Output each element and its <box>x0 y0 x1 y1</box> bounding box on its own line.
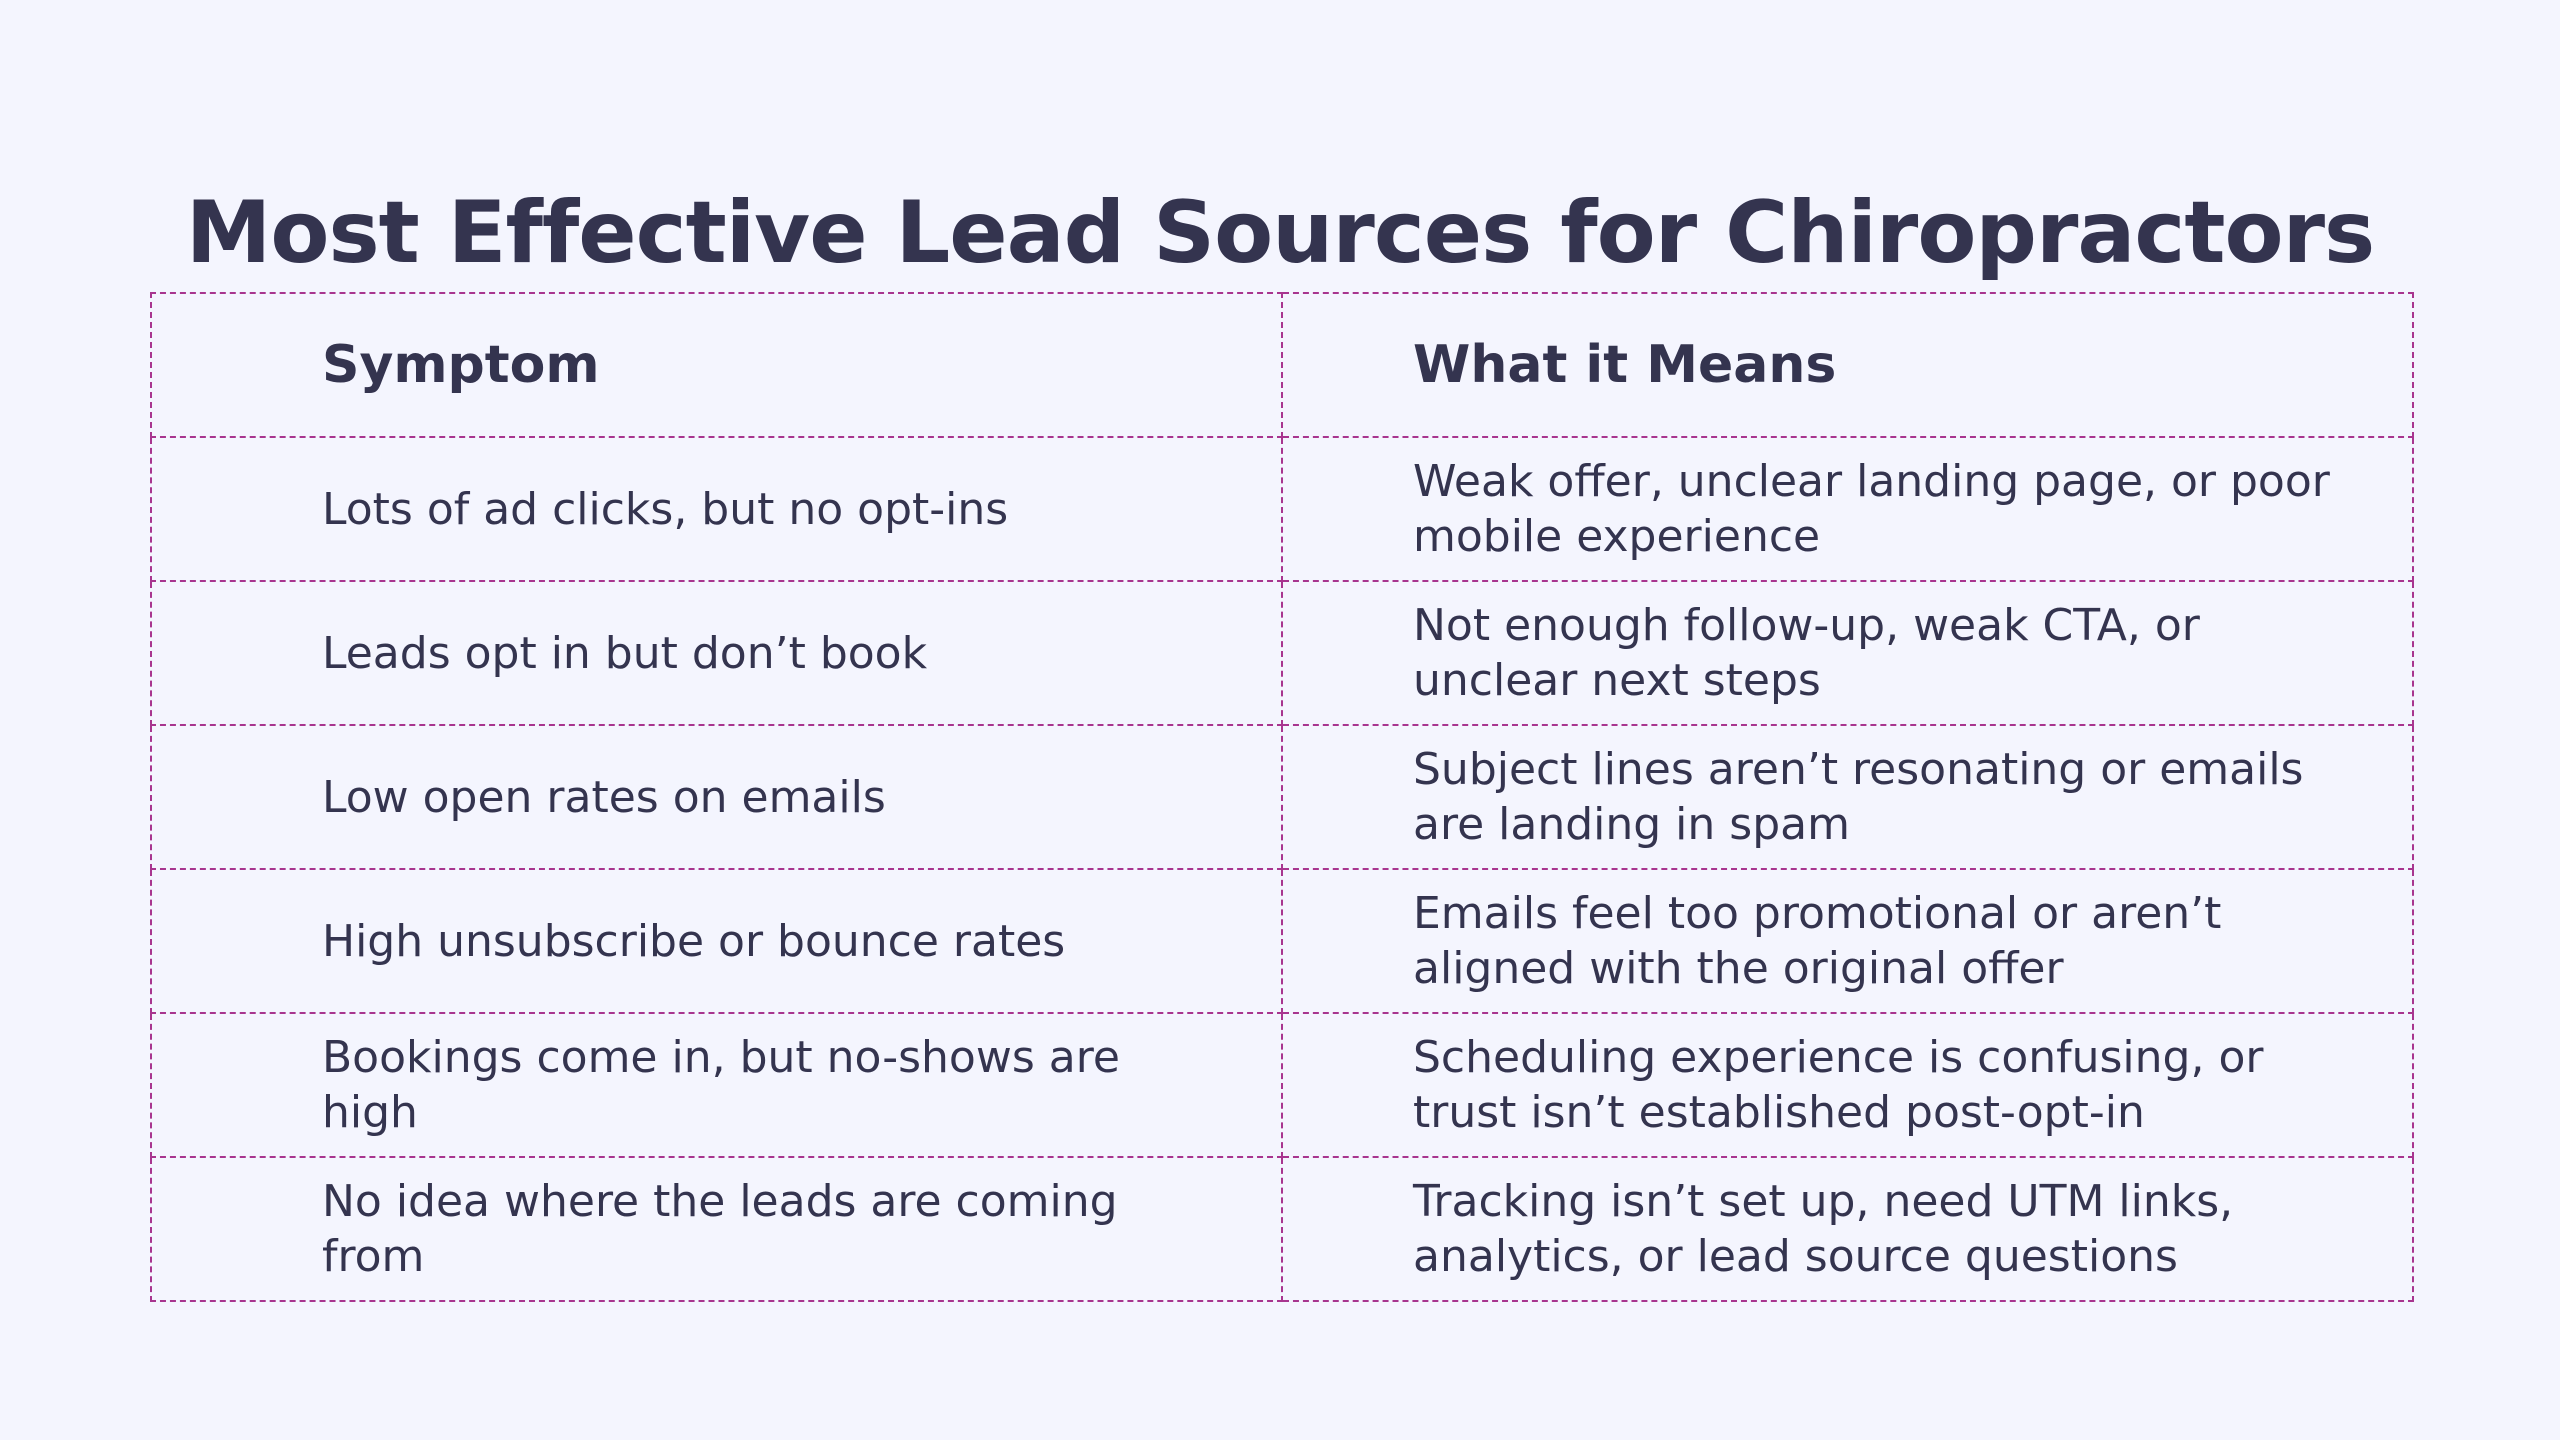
table-row <box>151 1157 2413 1301</box>
meaning-text: Not enough follow-up, weak CTA, or unclear next steps <box>1413 600 2200 706</box>
meaning-cell <box>1282 437 2413 581</box>
meaning-text: Scheduling experience is confusing, or trust isn’t established post-opt-in <box>1413 1032 2264 1138</box>
symptom-cell <box>151 1013 1282 1157</box>
table-row <box>151 869 2413 1013</box>
meaning-cell <box>1282 869 2413 1013</box>
header-cell-symptom <box>151 293 1282 437</box>
meaning-text: Subject lines aren’t resonating or emails are landing in spam <box>1413 744 2304 850</box>
symptom-text: No idea where the leads are coming from <box>322 1176 1118 1282</box>
symptom-text: Leads opt in but don’t book <box>322 627 928 679</box>
page-title: Most Effective Lead Sources for Chiropractors <box>185 182 2375 283</box>
header-cell-meaning <box>1282 293 2413 437</box>
table-row <box>151 1013 2413 1157</box>
symptom-cell <box>151 437 1282 581</box>
header-meaning: What it Means <box>1413 335 1837 395</box>
table-header-row <box>151 293 2413 437</box>
meaning-text: Tracking isn’t set up, need UTM links, analytics, or lead source questions <box>1413 1176 2234 1282</box>
symptom-text: Bookings come in, but no-shows are high <box>322 1032 1120 1138</box>
symptom-text: Low open rates on emails <box>322 771 886 823</box>
symptom-cell <box>151 869 1282 1013</box>
symptom-cell <box>151 581 1282 725</box>
meaning-cell <box>1282 581 2413 725</box>
meaning-cell <box>1282 1013 2413 1157</box>
meaning-text: Emails feel too promotional or aren’t aligned with the original offer <box>1413 888 2222 994</box>
meaning-cell <box>1282 1157 2413 1301</box>
header-symptom: Symptom <box>322 335 600 395</box>
table-row <box>151 725 2413 869</box>
symptom-cell <box>151 1157 1282 1301</box>
table-row <box>151 581 2413 725</box>
table-row <box>151 437 2413 581</box>
meaning-cell <box>1282 725 2413 869</box>
symptom-cell <box>151 725 1282 869</box>
symptom-text: Lots of ad clicks, but no opt-ins <box>322 483 1009 535</box>
symptom-text: High unsubscribe or bounce rates <box>322 915 1066 967</box>
meaning-text: Weak offer, unclear landing page, or poor mobile experience <box>1413 456 2330 562</box>
symptom-table <box>150 292 2414 1302</box>
